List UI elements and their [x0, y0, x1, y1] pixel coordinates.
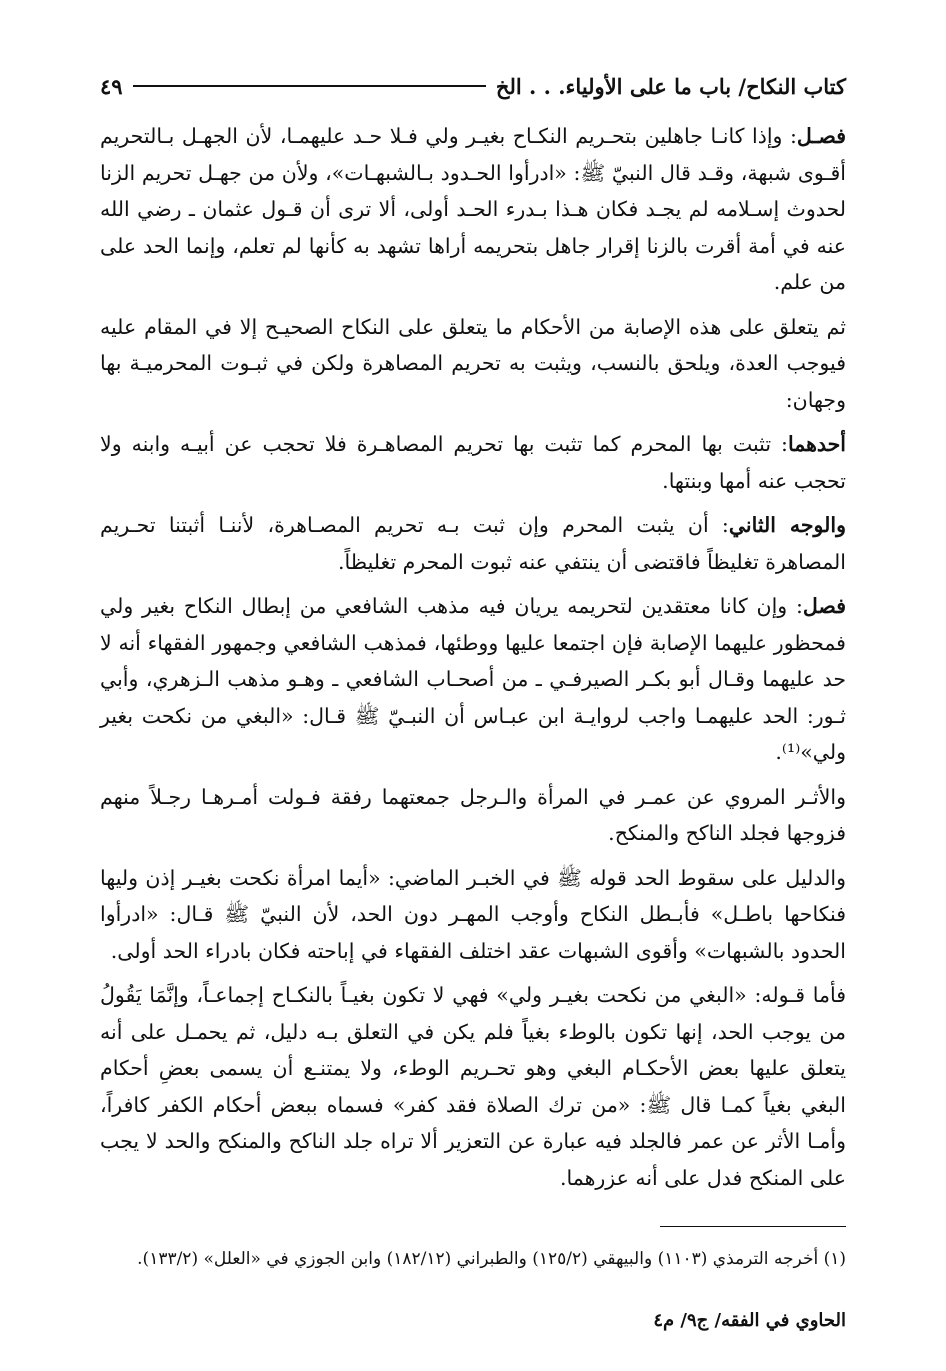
running-header: [100, 70, 846, 102]
paragraph: فصل: وإن كانا معتقدين لتحريمه يريان فيه مذهب الشافعي من إبطال النكاح بغير ولي فمحظور عليهما الإصابة فإن اجتمعا عليها ووطئها، فمذهب الشافعي وجمهور الفقهاء أنه لا حد عليهما وقـال أبو بكـر الصيرفـي ـ من أصحـاب الشافعي ـ وهـو مذهب الـزهري، وأبي ثـور: الحد عليهمـا واجب لروايـة ابن عبـاس أن النبـيّ ﷺ قـال: «البغي من نكحت بغير ولي»⁽¹⁾.: [100, 594, 846, 764]
paragraph: والوجه الثاني: أن يثبت المحرم وإن ثبت بـه تحريم المصـاهرة، لأننـا أثبتنا تحـريم المصاهرة تغليظاً فاقتضى أن ينتفي عنه ثبوت المحرم تغليظاً.: [100, 513, 846, 574]
footnote-divider: [660, 1226, 846, 1227]
page-footer: الحاوي في الفقه/ ج٩/ م٤: [653, 1310, 846, 1331]
paragraph: والدليل على سقوط الحد قوله ﷺ في الخبـر الماضي: «أيما امرأة نكحت بغيـر إذن وليها فنكاحها باطـل» فأبـطل النكاح وأوجب المهـر دون الحد، لأن النبيّ ﷺ قـال: «ادرأوا الحدود بالشبهات» وأقوى الشبهات عقد اختلف الفقهاء في إباحته فكان بادراء الحد أولى.: [100, 865, 846, 963]
header-title: كتاب النكاح/ باب ما على الأولياء. . . الخ: [495, 73, 846, 99]
paragraph: والأثـر المروي عن عمـر في المرأة والـرجل جمعتهما رفقة فـولت أمـرهـا رجـلاً منهم فزوجها فجلد الناكح والمنكح.: [100, 784, 846, 845]
main-text: [100, 118, 846, 1204]
paragraph: فصـل: وإذا كانـا جاهلين بتحـريم النكـاح بغيـر ولي فـلا حـد عليهمـا، لأن الجهـل بـالتحريم أقـوى شبهة، وقـد قال النبيّ ﷺ: «ادرأوا الحـدود بـالشبهـات»، ولأن من جهـل تحريم الزنا لحدوث إسـلامه لم يجـد فكان هـذا بـدرء الحـد أولى، ألا ترى أن قـول عثمان ـ رضي الله عنه في أمة أقرت بالزنا إقرار جاهل بتحريمه أراها تشهد به كأنها لم تعلم، وإنما الحد على من علم.: [100, 124, 846, 294]
paragraph: ثم يتعلق على هذه الإصابة من الأحكام ما يتعلق على النكاح الصحيـح إلا في المقام عليه فيوجب العدة، ويلحق بالنسب، ويثبت به تحريم المصاهرة ولكن في ثبـوت المحرميـة بها وجهان:: [100, 314, 846, 412]
header-rule: [133, 85, 486, 87]
paragraph: أحدهما: تثبت بها المحرم كما تثبت بها تحريم المصاهـرة فلا تحجب عن أبيـه وابنه ولا تحجب عنه أمها وبنتها.: [100, 432, 847, 493]
footnote: (١) أخرجه الترمذي (١١٠٣) والبيهقي (١٢٥/٢) والطبراني (١٨٢/١٢) وابن الجوزي في «العلل» (١٣٣/٢).: [137, 1249, 846, 1269]
paragraph: فأما قـوله: «البغي من نكحت بغيـر ولي» فهي لا تكون بغيـاً بالنكـاح إجماعـاً، وإنَّمَا يَقُولُ من يوجب الحد، إنها تكون بالوطء بغياً فلم يكن في التعلق بـه دليل، ثم يحمـل على أنه يتعلق عليها بعض الأحكـام البغي وهو تحـريم الوطء، ولا يمتنـع أن يسمى بعضِ أحكام البغي بغياً كمـا قال ﷺ: «من ترك الصلاة فقد كفر» فسماه ببعض أحكام الكفر كافراً، وأمـا الأثر عن عمر فالجلد فيه عبارة عن التعزير ألا تراه جلد الناكح والمنكح والحد لا يجب على المنكح فدل على أنه عزرهما.: [100, 983, 846, 1190]
page-number: ٤٩: [100, 73, 123, 99]
